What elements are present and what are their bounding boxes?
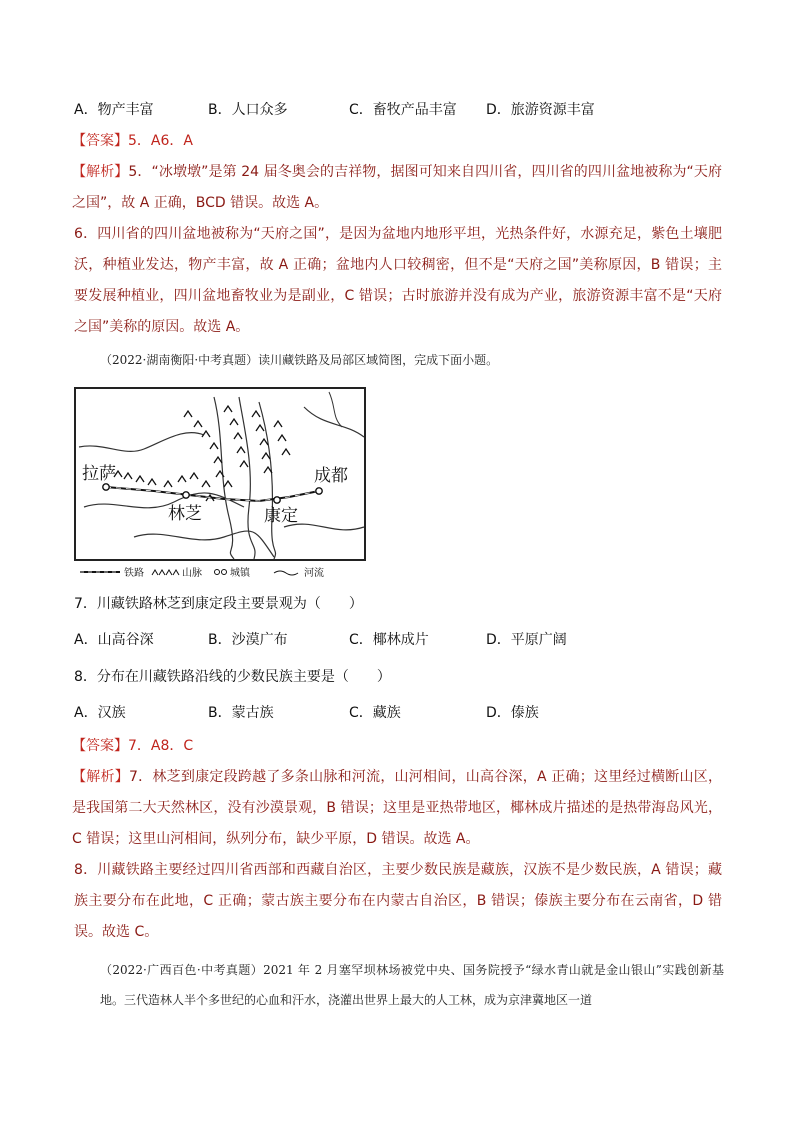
analysis-8: 8．川藏铁路主要经过四川省西部和西藏自治区，主要少数民族是藏族，汉族不是少数民族，A 错误；藏族主要分布在此地，C 正确；蒙古族主要分布在内蒙古自治区，B 错误；傣族主要分布在云南省，D 错误。故选 C。: [74, 862, 722, 940]
city-chengdu: [316, 488, 322, 494]
city-kangding: [274, 497, 280, 503]
analysis-7-text: 7．林芝到康定段跨越了多条山脉和河流，山河相间，山高谷深，A 正确；这里经过横断山区，是我国第二大天然林区，没有沙漠景观，B 错误；这里是亚热带地区，椰林成片描述的是热带海岛风光，C 错误；这里山河相间，纵列分布，缺少平原，D 错误。故选 A。: [72, 769, 722, 847]
answer-text: 7．A8．C: [128, 738, 194, 754]
label-lhasa: 拉萨: [82, 464, 116, 484]
q5-option-d: D．旅游资源丰富: [486, 102, 595, 118]
q7-option-b: B．沙漠广布: [208, 632, 288, 648]
label-nyingchi: 林芝: [168, 504, 202, 524]
answer-tag: 【答案】: [72, 133, 128, 149]
question-7: 7．川藏铁路林芝到康定段主要景观为（ ）: [74, 596, 363, 612]
question-source-1: （2022·湖南衡阳·中考真题）读川藏铁路及局部区域简图，完成下面小题。: [100, 353, 499, 367]
q5-option-b: B．人口众多: [208, 102, 288, 118]
answer-line-2: [72, 736, 193, 756]
map-legend: [80, 566, 324, 579]
city-lhasa: [103, 484, 109, 490]
analysis-tag: 【解析】: [72, 769, 129, 785]
legend-city: 城镇: [230, 568, 250, 579]
q8-option-a: A．汉族: [74, 705, 126, 721]
q5-option-a: A．物产丰富: [74, 102, 154, 118]
legend-railway: 铁路: [124, 568, 144, 579]
analysis-6: 6．四川省的四川盆地被称为“天府之国”，是因为盆地内地形平坦，光热条件好，水源充足，紫色土壤肥沃，种植业发达，物产丰富，故 A 正确；盆地内人口较稠密，但不是“天府之国”美称原因，B 错误；主要发展种植业，四川盆地畜牧业为是副业，C 错误；古时旅游并没有成为产业，旅游资源丰富不是“天府之国”美称的原因。故选 A。: [74, 226, 722, 335]
question-8: 8．分布在川藏铁路沿线的少数民族主要是（ ）: [74, 669, 391, 685]
q7-option-d: D．平原广阔: [486, 632, 567, 648]
sichuan-tibet-railway-map: [74, 387, 366, 580]
question-source-2: （2022·广西百色·中考真题）2021 年 2 月塞罕坝林场被党中央、国务院授予“绿水青山就是金山银山”实践创新基地。三代造林人半个多世纪的心血和汗水，浇灌出世界上最大的人工林，成为京津冀地区一道: [100, 963, 724, 1007]
label-chengdu: 成都: [314, 466, 348, 486]
answer-tag: 【答案】: [72, 738, 128, 754]
analysis-7: [72, 762, 722, 855]
analysis-5-text: 5．“冰墩墩”是第 24 届冬奥会的吉祥物，据图可知来自四川省，四川省的四川盆地被称为“天府之国”，故 A 正确，BCD 错误。故选 A。: [72, 164, 723, 211]
legend-river: 河流: [304, 568, 324, 579]
analysis-tag: 【解析】: [72, 164, 129, 180]
q8-option-b: B．蒙古族: [208, 705, 274, 721]
q5-option-c: C．畜牧产品丰富: [349, 102, 457, 118]
answer-line-1: [72, 131, 193, 151]
label-kangding: 康定: [264, 506, 298, 526]
q8-option-c: C．藏族: [349, 705, 401, 721]
q8-option-d: D．傣族: [486, 705, 539, 721]
q7-option-a: A．山高谷深: [74, 632, 154, 648]
q7-option-c: C．椰林成片: [349, 632, 429, 648]
city-nyingchi: [183, 492, 189, 498]
answer-text: 5．A6．A: [128, 133, 193, 149]
legend-mountain: 山脉: [182, 568, 202, 579]
analysis-5: [72, 157, 722, 219]
